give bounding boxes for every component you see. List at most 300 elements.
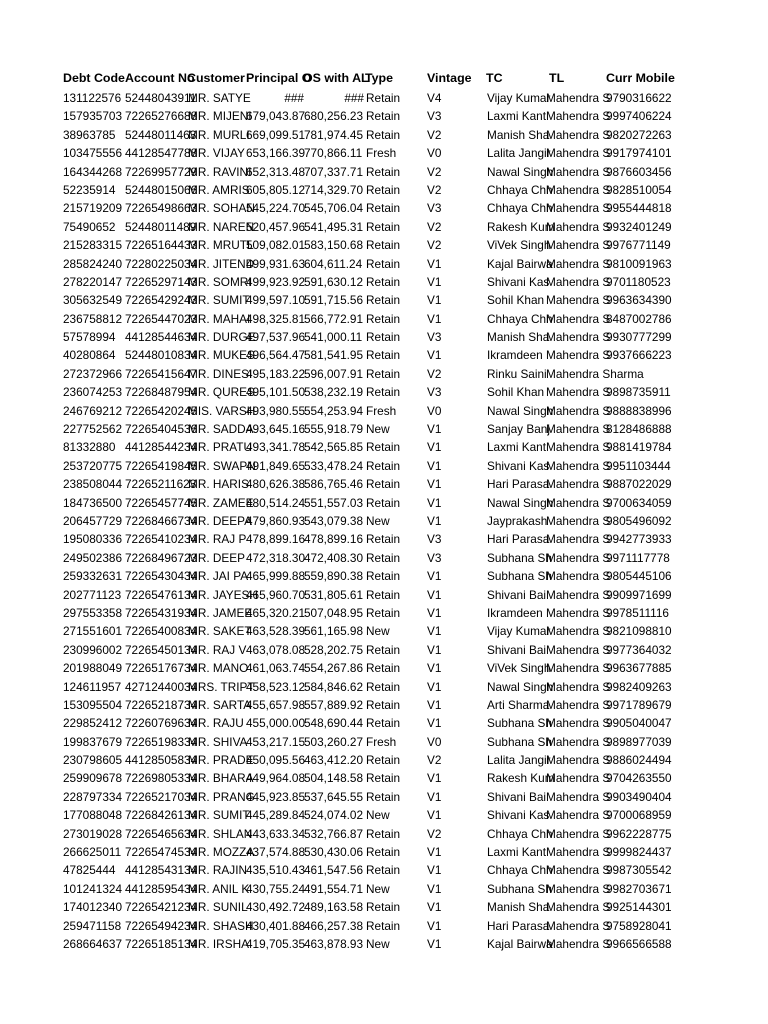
account-no-cell[interactable]: 44128547788 (125, 146, 198, 161)
principal-os-cell[interactable]: 450,095.56 (246, 753, 306, 768)
vintage-cell[interactable]: V2 (427, 164, 442, 179)
os-with-al-cell[interactable]: 461,547.56 (304, 863, 364, 878)
tc-cell[interactable]: Shivani Kas (487, 458, 550, 473)
tl-cell[interactable]: Mahendra S (546, 422, 611, 437)
tl-cell[interactable]: Mahendra S (546, 771, 611, 786)
type-cell[interactable]: Retain (366, 293, 401, 308)
tc-cell[interactable]: Kajal Bairwa (487, 256, 553, 271)
vintage-cell[interactable]: V3 (427, 201, 442, 216)
curr-mobile-cell[interactable]: 9937666223 (606, 348, 672, 363)
type-cell[interactable]: Fresh (366, 146, 397, 161)
customer-cell[interactable]: MR. SUMIT (188, 808, 250, 823)
type-cell[interactable]: Retain (366, 274, 401, 289)
principal-os-cell[interactable]: 437,574.88 (246, 845, 306, 860)
principal-os-cell[interactable]: 430,492.72 (246, 900, 306, 915)
account-no-cell[interactable]: 72268426134 (125, 808, 198, 823)
tc-cell[interactable]: Kajal Bairwa (487, 936, 553, 951)
type-cell[interactable]: Retain (366, 863, 401, 878)
os-with-al-cell[interactable]: 545,706.04 (304, 201, 364, 216)
type-cell[interactable]: Retain (366, 348, 401, 363)
tl-cell[interactable]: Mahendra S (546, 348, 611, 363)
debt-code-cell[interactable]: 229852412 (63, 716, 123, 731)
principal-os-cell[interactable]: 679,043.87 (246, 109, 306, 124)
curr-mobile-cell[interactable]: 9700634059 (606, 495, 672, 510)
customer-cell[interactable]: MR. MANO (188, 661, 249, 676)
account-no-cell[interactable]: 72265447023 (125, 311, 198, 326)
account-no-cell[interactable]: 72265400834 (125, 624, 198, 639)
type-cell[interactable]: Fresh (366, 403, 397, 418)
principal-os-cell[interactable]: 653,166.39 (246, 146, 306, 161)
account-no-cell[interactable]: 72265476134 (125, 587, 198, 602)
debt-code-cell[interactable]: 124611957 (63, 679, 122, 694)
type-cell[interactable]: New (366, 808, 390, 823)
curr-mobile-cell[interactable]: 9790316622 (606, 91, 672, 105)
account-no-cell[interactable]: 72265430434 (125, 569, 198, 584)
type-cell[interactable]: Retain (366, 789, 401, 804)
vintage-cell[interactable]: V1 (427, 422, 442, 437)
curr-mobile-cell[interactable]: 9898977039 (606, 734, 672, 749)
tc-cell[interactable]: Manish Sha (487, 127, 550, 142)
vintage-cell[interactable]: V1 (427, 274, 442, 289)
customer-cell[interactable]: MR. PRANG (188, 789, 255, 804)
customer-cell[interactable]: MR. SOMRI (188, 274, 252, 289)
tl-cell[interactable]: Mahendra S (546, 900, 611, 915)
principal-os-cell[interactable]: 509,082.01 (246, 238, 306, 253)
tl-cell[interactable]: Mahendra S (546, 477, 611, 492)
tc-cell[interactable]: Subhana Sh (487, 734, 552, 749)
debt-code-cell[interactable]: 259909678 (63, 771, 123, 786)
account-no-cell[interactable]: 72265164433 (125, 238, 198, 253)
tc-cell[interactable]: Shivani Kas (487, 274, 550, 289)
type-cell[interactable]: Retain (366, 918, 401, 933)
account-no-cell[interactable]: 72269957729 (125, 164, 198, 179)
os-with-al-cell[interactable]: 543,079.38 (304, 513, 364, 528)
curr-mobile-cell[interactable]: 9942773933 (606, 532, 672, 547)
debt-code-cell[interactable]: 238508044 (63, 477, 123, 492)
tl-cell[interactable]: Mahendra S (546, 164, 611, 179)
tc-cell[interactable]: Lalita Jangir (487, 753, 551, 768)
tc-cell[interactable]: Laxmi Kant (487, 440, 547, 455)
tc-cell[interactable]: Ikramdeen (487, 348, 543, 363)
customer-cell[interactable]: MR. RAJ P (188, 532, 247, 547)
tc-cell[interactable]: Laxmi Kant (487, 109, 547, 124)
curr-mobile-cell[interactable]: 9917974101 (606, 146, 672, 161)
header-customer[interactable]: Customer (187, 71, 245, 85)
principal-os-cell[interactable]: 461,063.74 (246, 661, 306, 676)
customer-cell[interactable]: MR. ANIL K (188, 881, 250, 896)
curr-mobile-cell[interactable]: 9982703671 (606, 881, 672, 896)
tl-cell[interactable]: Mahendra S (546, 513, 611, 528)
principal-os-cell[interactable]: 496,564.47 (246, 348, 306, 363)
type-cell[interactable]: New (366, 422, 390, 437)
type-cell[interactable]: Retain (366, 127, 401, 142)
account-no-cell[interactable]: 52448011463 (125, 127, 197, 142)
customer-cell[interactable]: MR. MUKES (188, 348, 255, 363)
os-with-al-cell[interactable]: 531,805.61 (304, 587, 364, 602)
principal-os-cell[interactable]: 455,000.00 (246, 716, 306, 731)
principal-os-cell[interactable]: 465,960.70 (246, 587, 306, 602)
vintage-cell[interactable]: V3 (427, 330, 442, 345)
tl-cell[interactable]: Mahendra S (546, 569, 611, 584)
curr-mobile-cell[interactable]: 9982409263 (606, 679, 672, 694)
account-no-cell[interactable]: 72268487954 (125, 385, 198, 400)
os-with-al-cell[interactable]: 542,565.85 (304, 440, 364, 455)
curr-mobile-cell[interactable]: 9701180523 (606, 274, 671, 289)
tc-cell[interactable]: Chhaya Chh (487, 182, 553, 197)
account-no-cell[interactable]: 44128544634 (125, 330, 198, 345)
account-no-cell[interactable]: 72260769634 (125, 716, 198, 731)
account-no-cell[interactable]: 52448015066 (125, 182, 198, 197)
account-no-cell[interactable]: 72269805334 (125, 771, 198, 786)
debt-code-cell[interactable]: 230798605 (63, 753, 123, 768)
tc-cell[interactable]: Shivani Kas (487, 808, 550, 823)
type-cell[interactable]: Retain (366, 91, 401, 105)
tc-cell[interactable]: Laxmi Kant (487, 845, 547, 860)
account-no-cell[interactable]: 52448011489 (125, 219, 197, 234)
os-with-al-cell[interactable]: 561,165.98 (304, 624, 364, 639)
tc-cell[interactable]: ViVek Singh (487, 238, 551, 253)
tc-cell[interactable]: Subhana Sh (487, 881, 552, 896)
customer-cell[interactable]: MR. DEEPA (188, 513, 253, 528)
debt-code-cell[interactable]: 246769212 (63, 403, 123, 418)
customer-cell[interactable]: MR. SHIVA (188, 734, 248, 749)
principal-os-cell[interactable]: ### (284, 91, 304, 105)
header-os-with-al[interactable]: OS with AL (303, 71, 369, 85)
curr-mobile-cell[interactable]: 9805445106 (606, 569, 672, 584)
customer-cell[interactable]: MR. MURLI (188, 127, 250, 142)
os-with-al-cell[interactable]: 581,541.95 (304, 348, 364, 363)
principal-os-cell[interactable]: 498,325.81 (246, 311, 306, 326)
tc-cell[interactable]: Manish Sha (487, 900, 550, 915)
tc-cell[interactable]: Vijay Kumar (487, 91, 551, 105)
tl-cell[interactable]: Mahendra S (546, 734, 611, 749)
vintage-cell[interactable]: V1 (427, 569, 442, 584)
os-with-al-cell[interactable]: 557,889.92 (304, 697, 364, 712)
type-cell[interactable]: Retain (366, 182, 401, 197)
tl-cell[interactable]: Mahendra S (546, 716, 611, 731)
curr-mobile-cell[interactable]: 9805496092 (606, 513, 672, 528)
vintage-cell[interactable]: V1 (427, 863, 442, 878)
curr-mobile-cell[interactable]: 9963677885 (606, 661, 672, 676)
tl-cell[interactable]: Mahendra S (546, 385, 611, 400)
os-with-al-cell[interactable]: 466,257.38 (304, 918, 364, 933)
vintage-cell[interactable]: V2 (427, 366, 442, 381)
principal-os-cell[interactable]: 499,931.63 (246, 256, 306, 271)
tl-cell[interactable]: Mahendra S (546, 91, 611, 105)
curr-mobile-cell[interactable]: 9758928041 (606, 918, 672, 933)
tl-cell[interactable]: Mahendra S (546, 753, 611, 768)
curr-mobile-cell[interactable]: 9887022029 (606, 477, 672, 492)
curr-mobile-cell[interactable]: 9930777299 (606, 330, 672, 345)
type-cell[interactable]: Retain (366, 495, 401, 510)
os-with-al-cell[interactable]: 541,000.11 (304, 330, 363, 345)
tc-cell[interactable]: Sanjay Banj (487, 422, 550, 437)
curr-mobile-cell[interactable]: 9962228775 (606, 826, 672, 841)
vintage-cell[interactable]: V1 (427, 311, 442, 326)
os-with-al-cell[interactable]: 707,337.71 (304, 164, 364, 179)
principal-os-cell[interactable]: 493,341.78 (246, 440, 306, 455)
principal-os-cell[interactable]: 455,657.98 (246, 697, 306, 712)
account-no-cell[interactable]: 44128505834 (125, 753, 198, 768)
debt-code-cell[interactable]: 81332880 (63, 440, 116, 455)
curr-mobile-cell[interactable]: 9997406224 (606, 109, 672, 124)
type-cell[interactable]: Retain (366, 826, 401, 841)
debt-code-cell[interactable]: 199837679 (63, 734, 123, 749)
curr-mobile-cell[interactable]: 9971117778 (606, 550, 670, 565)
principal-os-cell[interactable]: 458,523.12 (246, 679, 306, 694)
debt-code-cell[interactable]: 164344268 (63, 164, 123, 179)
vintage-cell[interactable]: V1 (427, 679, 442, 694)
account-no-cell[interactable]: 44128595434 (125, 881, 198, 896)
type-cell[interactable]: Retain (366, 458, 401, 473)
debt-code-cell[interactable]: 40280864 (63, 348, 116, 363)
os-with-al-cell[interactable]: 551,557.03 (304, 495, 364, 510)
vintage-cell[interactable]: V2 (427, 238, 442, 253)
debt-code-cell[interactable]: 153095504 (63, 697, 123, 712)
vintage-cell[interactable]: V4 (427, 91, 442, 105)
customer-cell[interactable]: MR. MIJENI (188, 109, 252, 124)
tc-cell[interactable]: Hari Parasa (487, 477, 550, 492)
debt-code-cell[interactable]: 259332631 (63, 569, 123, 584)
os-with-al-cell[interactable]: 463,878.93 (304, 936, 364, 951)
type-cell[interactable]: Retain (366, 771, 401, 786)
vintage-cell[interactable]: V3 (427, 385, 442, 400)
debt-code-cell[interactable]: 101241324 (63, 881, 123, 896)
principal-os-cell[interactable]: 480,626.38 (246, 477, 306, 492)
vintage-cell[interactable]: V1 (427, 845, 442, 860)
debt-code-cell[interactable]: 227752562 (63, 422, 123, 437)
tl-cell[interactable]: Mahendra S (546, 274, 611, 289)
account-no-cell[interactable]: 72265474534 (125, 845, 198, 860)
vintage-cell[interactable]: V0 (427, 403, 442, 418)
customer-cell[interactable]: MR. DINESI (188, 366, 253, 381)
tl-cell[interactable]: Mahendra S (546, 458, 611, 473)
type-cell[interactable]: Retain (366, 900, 401, 915)
debt-code-cell[interactable]: 273019028 (63, 826, 123, 841)
account-no-cell[interactable]: 72265457745 (125, 495, 198, 510)
type-cell[interactable]: Retain (366, 330, 401, 345)
curr-mobile-cell[interactable]: 9978511116 (606, 605, 669, 620)
type-cell[interactable]: Retain (366, 219, 401, 234)
account-no-cell[interactable]: 72268466734 (125, 513, 198, 528)
vintage-cell[interactable]: V0 (427, 146, 442, 161)
type-cell[interactable]: Retain (366, 569, 401, 584)
principal-os-cell[interactable]: 493,980.55 (246, 403, 306, 418)
principal-os-cell[interactable]: 449,964.08 (246, 771, 306, 786)
curr-mobile-cell[interactable]: 9987305542 (606, 863, 672, 878)
curr-mobile-cell[interactable]: 9925144301 (606, 900, 672, 915)
account-no-cell[interactable]: 72265176734 (125, 661, 198, 676)
account-no-cell[interactable]: 72265404536 (125, 422, 198, 437)
tc-cell[interactable]: Hari Parasa (487, 918, 550, 933)
principal-os-cell[interactable]: 419,705.35 (246, 936, 306, 951)
curr-mobile-cell[interactable]: 9704263550 (606, 771, 672, 786)
tc-cell[interactable]: Nawal Singh (487, 403, 554, 418)
curr-mobile-cell[interactable]: 9810091963 (606, 256, 672, 271)
tl-cell[interactable]: Mahendra S (546, 918, 611, 933)
tc-cell[interactable]: ViVek Singh (487, 661, 551, 676)
tc-cell[interactable]: Subhana Sh (487, 716, 552, 731)
principal-os-cell[interactable]: 499,923.92 (246, 274, 306, 289)
account-no-cell[interactable]: 72265431934 (125, 605, 198, 620)
customer-cell[interactable]: MR. SARTA (188, 697, 252, 712)
os-with-al-cell[interactable]: 489,163.58 (304, 900, 364, 915)
debt-code-cell[interactable]: 271551601 (63, 624, 123, 639)
principal-os-cell[interactable]: 605,805.12 (246, 182, 306, 197)
customer-cell[interactable]: MR. QURES (188, 385, 255, 400)
type-cell[interactable]: Fresh (366, 734, 397, 749)
account-no-cell[interactable]: 72265410234 (125, 532, 198, 547)
curr-mobile-cell[interactable]: 9828510054 (606, 182, 672, 197)
principal-os-cell[interactable]: 478,899.16 (246, 532, 306, 547)
principal-os-cell[interactable]: 495,101.50 (246, 385, 306, 400)
principal-os-cell[interactable]: 463,528.39 (246, 624, 306, 639)
type-cell[interactable]: New (366, 624, 390, 639)
customer-cell[interactable]: MR. RAJIN (188, 863, 247, 878)
customer-cell[interactable]: MR. SOHAN (188, 201, 255, 216)
tl-cell[interactable]: Mahendra Sharma (546, 366, 644, 381)
principal-os-cell[interactable]: 499,597.10 (246, 293, 306, 308)
account-no-cell[interactable]: 72280225034 (125, 256, 198, 271)
customer-cell[interactable]: MR. DEEP (188, 550, 246, 565)
tl-cell[interactable]: Mahendra S (546, 256, 611, 271)
customer-cell[interactable]: MR. RAJU (188, 716, 244, 731)
customer-cell[interactable]: MR. SWAPN (188, 458, 256, 473)
curr-mobile-cell[interactable]: 9700068959 (606, 808, 672, 823)
principal-os-cell[interactable]: 463,078.08 (246, 642, 306, 657)
os-with-al-cell[interactable]: 478,899.16 (304, 532, 364, 547)
os-with-al-cell[interactable]: 584,846.62 (304, 679, 364, 694)
type-cell[interactable]: New (366, 513, 390, 528)
vintage-cell[interactable]: V1 (427, 513, 442, 528)
type-cell[interactable]: Retain (366, 697, 401, 712)
tc-cell[interactable]: Nawal Singh (487, 495, 554, 510)
tc-cell[interactable]: Hari Parasa (487, 532, 550, 547)
customer-cell[interactable]: MR. SUNIL (188, 900, 248, 915)
tl-cell[interactable]: Mahendra S (546, 219, 611, 234)
curr-mobile-cell[interactable]: 8128486888 (606, 422, 672, 437)
account-no-cell[interactable]: 72265211623 (125, 477, 197, 492)
tl-cell[interactable]: Mahendra S (546, 109, 611, 124)
customer-cell[interactable]: MR. HARIS (188, 477, 249, 492)
vintage-cell[interactable]: V1 (427, 697, 442, 712)
curr-mobile-cell[interactable]: 9886024494 (606, 753, 672, 768)
tc-cell[interactable]: Ikramdeen (487, 605, 543, 620)
os-with-al-cell[interactable]: 554,253.94 (304, 403, 364, 418)
vintage-cell[interactable]: V1 (427, 293, 442, 308)
account-no-cell[interactable]: 52448010834 (125, 348, 198, 363)
curr-mobile-cell[interactable]: 9971789679 (606, 697, 672, 712)
debt-code-cell[interactable]: 57578994 (63, 330, 116, 345)
debt-code-cell[interactable]: 297553358 (63, 605, 123, 620)
vintage-cell[interactable]: V1 (427, 881, 442, 896)
debt-code-cell[interactable]: 249502386 (63, 550, 123, 565)
debt-code-cell[interactable]: 236074253 (63, 385, 123, 400)
debt-code-cell[interactable]: 75490652 (63, 219, 116, 234)
tc-cell[interactable]: Shivani Bai (487, 789, 547, 804)
os-with-al-cell[interactable]: 591,715.56 (304, 293, 364, 308)
vintage-cell[interactable]: V1 (427, 716, 442, 731)
customer-cell[interactable]: MR. PRADE (188, 753, 254, 768)
type-cell[interactable]: Retain (366, 605, 401, 620)
os-with-al-cell[interactable]: 604,611.24 (304, 256, 363, 271)
os-with-al-cell[interactable]: 770,866.11 (304, 146, 363, 161)
vintage-cell[interactable]: V1 (427, 587, 442, 602)
vintage-cell[interactable]: V1 (427, 661, 442, 676)
vintage-cell[interactable]: V1 (427, 348, 442, 363)
os-with-al-cell[interactable]: 555,918.79 (304, 422, 364, 437)
principal-os-cell[interactable]: 479,860.93 (246, 513, 306, 528)
principal-os-cell[interactable]: 520,457.96 (246, 219, 306, 234)
curr-mobile-cell[interactable]: 9820272263 (606, 127, 672, 142)
type-cell[interactable]: Retain (366, 109, 401, 124)
tl-cell[interactable]: Mahendra S (546, 146, 611, 161)
os-with-al-cell[interactable]: 537,645.55 (304, 789, 364, 804)
curr-mobile-cell[interactable]: 9903490404 (606, 789, 672, 804)
debt-code-cell[interactable]: 236758812 (63, 311, 123, 326)
account-no-cell[interactable]: 72265429243 (125, 293, 198, 308)
vintage-cell[interactable]: V2 (427, 182, 442, 197)
curr-mobile-cell[interactable]: 9976771149 (606, 238, 671, 253)
vintage-cell[interactable]: V1 (427, 477, 442, 492)
type-cell[interactable]: Retain (366, 550, 401, 565)
debt-code-cell[interactable]: 259471158 (63, 918, 122, 933)
customer-cell[interactable]: MR. JAMEE (188, 605, 253, 620)
curr-mobile-cell[interactable]: 9888838996 (606, 403, 672, 418)
account-no-cell[interactable]: 44128543134 (125, 863, 198, 878)
tl-cell[interactable]: Mahendra S (546, 642, 611, 657)
principal-os-cell[interactable]: 445,289.84 (246, 808, 306, 823)
vintage-cell[interactable]: V1 (427, 771, 442, 786)
vintage-cell[interactable]: V1 (427, 624, 442, 639)
customer-cell[interactable]: MR. ZAMEE (188, 495, 254, 510)
curr-mobile-cell[interactable]: 9876603456 (606, 164, 672, 179)
tl-cell[interactable]: Mahendra S (546, 440, 611, 455)
type-cell[interactable]: New (366, 936, 390, 951)
os-with-al-cell[interactable]: 548,690.44 (304, 716, 364, 731)
curr-mobile-cell[interactable]: 9966566588 (606, 936, 672, 951)
tc-cell[interactable]: Shivani Bai (487, 642, 547, 657)
type-cell[interactable]: Retain (366, 238, 401, 253)
vintage-cell[interactable]: V3 (427, 550, 442, 565)
tc-cell[interactable]: Chhaya Chh (487, 311, 553, 326)
customer-cell[interactable]: MR. SHLAN (188, 826, 253, 841)
vintage-cell[interactable]: V1 (427, 458, 442, 473)
type-cell[interactable]: Retain (366, 845, 401, 860)
debt-code-cell[interactable]: 103475556 (63, 146, 123, 161)
tl-cell[interactable]: Mahendra S (546, 127, 611, 142)
curr-mobile-cell[interactable]: 8487002786 (606, 311, 672, 326)
principal-os-cell[interactable]: 652,313.48 (246, 164, 306, 179)
type-cell[interactable]: Retain (366, 164, 401, 179)
curr-mobile-cell[interactable]: 9951103444 (606, 458, 671, 473)
debt-code-cell[interactable]: 47825444 (63, 863, 116, 878)
tl-cell[interactable]: Mahendra S (546, 845, 611, 860)
tc-cell[interactable]: Rinku Saini (487, 366, 547, 381)
debt-code-cell[interactable]: 52235914 (63, 182, 116, 197)
tl-cell[interactable]: Mahendra S (546, 495, 611, 510)
account-no-cell[interactable]: 72265276688 (125, 109, 198, 124)
type-cell[interactable]: Retain (366, 679, 401, 694)
debt-code-cell[interactable]: 157935703 (63, 109, 123, 124)
os-with-al-cell[interactable]: 528,202.75 (304, 642, 364, 657)
customer-cell[interactable]: MR. NAREN (188, 219, 255, 234)
os-with-al-cell[interactable]: 554,267.86 (304, 661, 364, 676)
header-vintage[interactable]: Vintage (427, 71, 472, 85)
customer-cell[interactable]: MR. RAVINI (188, 164, 252, 179)
curr-mobile-cell[interactable]: 9905040047 (606, 716, 672, 731)
os-with-al-cell[interactable]: 596,007.91 (304, 366, 364, 381)
